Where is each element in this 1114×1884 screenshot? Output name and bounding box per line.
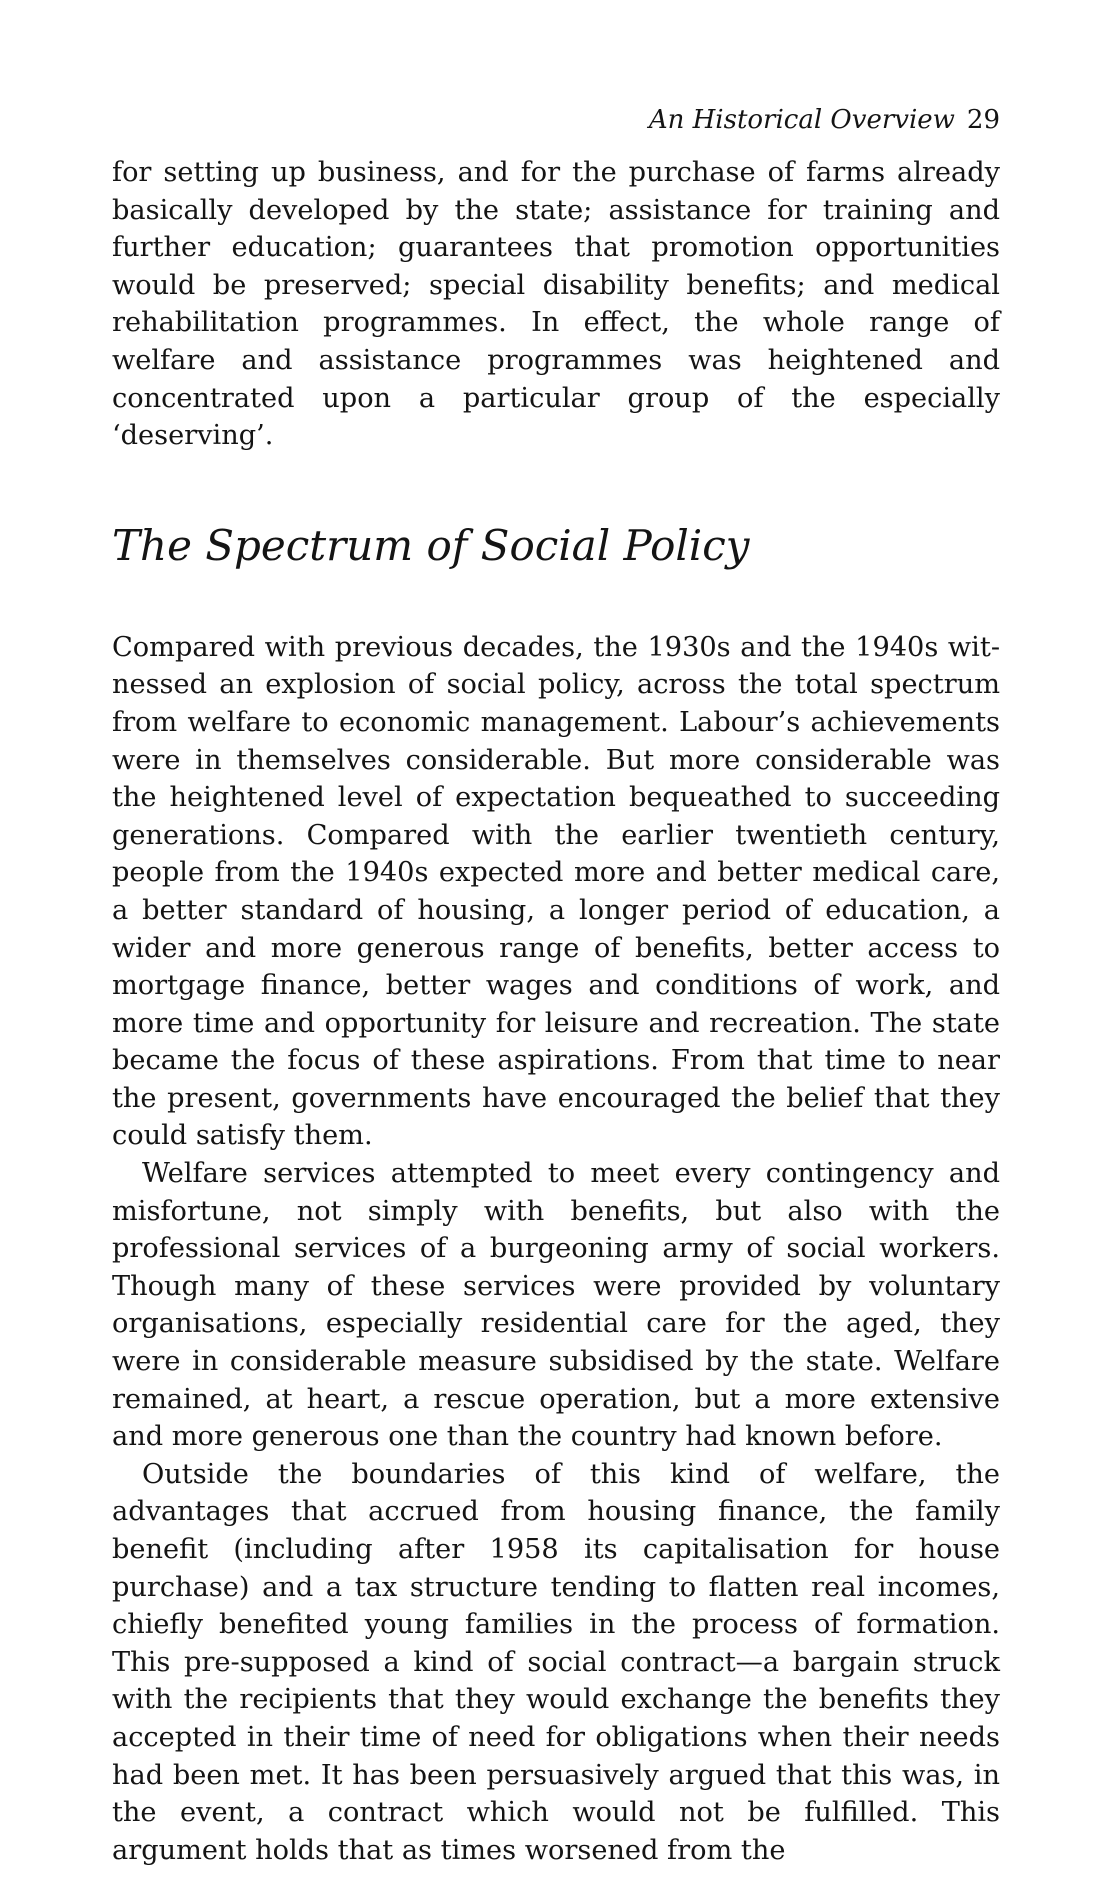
section-heading: The Spectrum of Social Policy: [112, 520, 750, 570]
paragraph-spectrum-intro: Compared with previous decades, the 1930s and the 1940s witnessed an explosion of social policy, across the total spectrum from welfare to economic management. Labour’s achievements were in themselves considerable. But more considerable was the heightened level of expectation bequeathed to succeeding generations. Compared with the earlier twentieth century, people from the 1940s expected more and better medical care, a better standard of housing, a longer period of education, a wider and more generous range of benefits, better access to mortgage finance, better wages and conditions of work, and more time and opportunity for leisure and recreation. The state became the focus of these aspirations. From that time to near the present, governments have encouraged the belief that they could satisfy them.: [112, 631, 1000, 1152]
running-head: [112, 100, 1000, 140]
page-number: 29: [966, 105, 1000, 135]
paragraph-welfare-services: Welfare services attempted to meet every contingency and misfortune, not simply with benefits, but also with the professional services of a burgeoning army of social workers. Though many of these services were provided by voluntary organisations, especially residential care for the aged, they were in considerable measure subsidised by the state. Welfare remained, at heart, a rescue operation, but a more extensive and more generous one than the country had known before.: [112, 1158, 1000, 1453]
paragraph-continuation: for setting up business, and for the purchase of farms already basically developed by the state; assistance for training and further education; guarantees that promotion opportunities would be preserved; special disability benefits; and medical rehabilitation programmes. In effect, the whole range of welfare and assistance programmes was heightened and concentrated upon a particular group of the especially ‘deserving’.: [112, 157, 1000, 452]
paragraph-social-contract: Outside the boundaries of this kind of welfare, the advantages that accrued from housing finance, the family benefit (including after 1958 its capitalisation for house purchase) and a tax structure tending to flatten real incomes, chiefly benefited young families in the process of formation. This pre-supposed a kind of social contract—a bargain struck with the recipients that they would exchange the benefits they accepted in their time of need for obligations when their needs had been met. It has been persuasively argued that this was, in the event, a contract which would not be fulfilled. This argument holds that as times worsened from the: [112, 1458, 1000, 1866]
book-page: [112, 100, 1000, 1869]
running-head-title: An Historical Overview: [648, 105, 955, 135]
